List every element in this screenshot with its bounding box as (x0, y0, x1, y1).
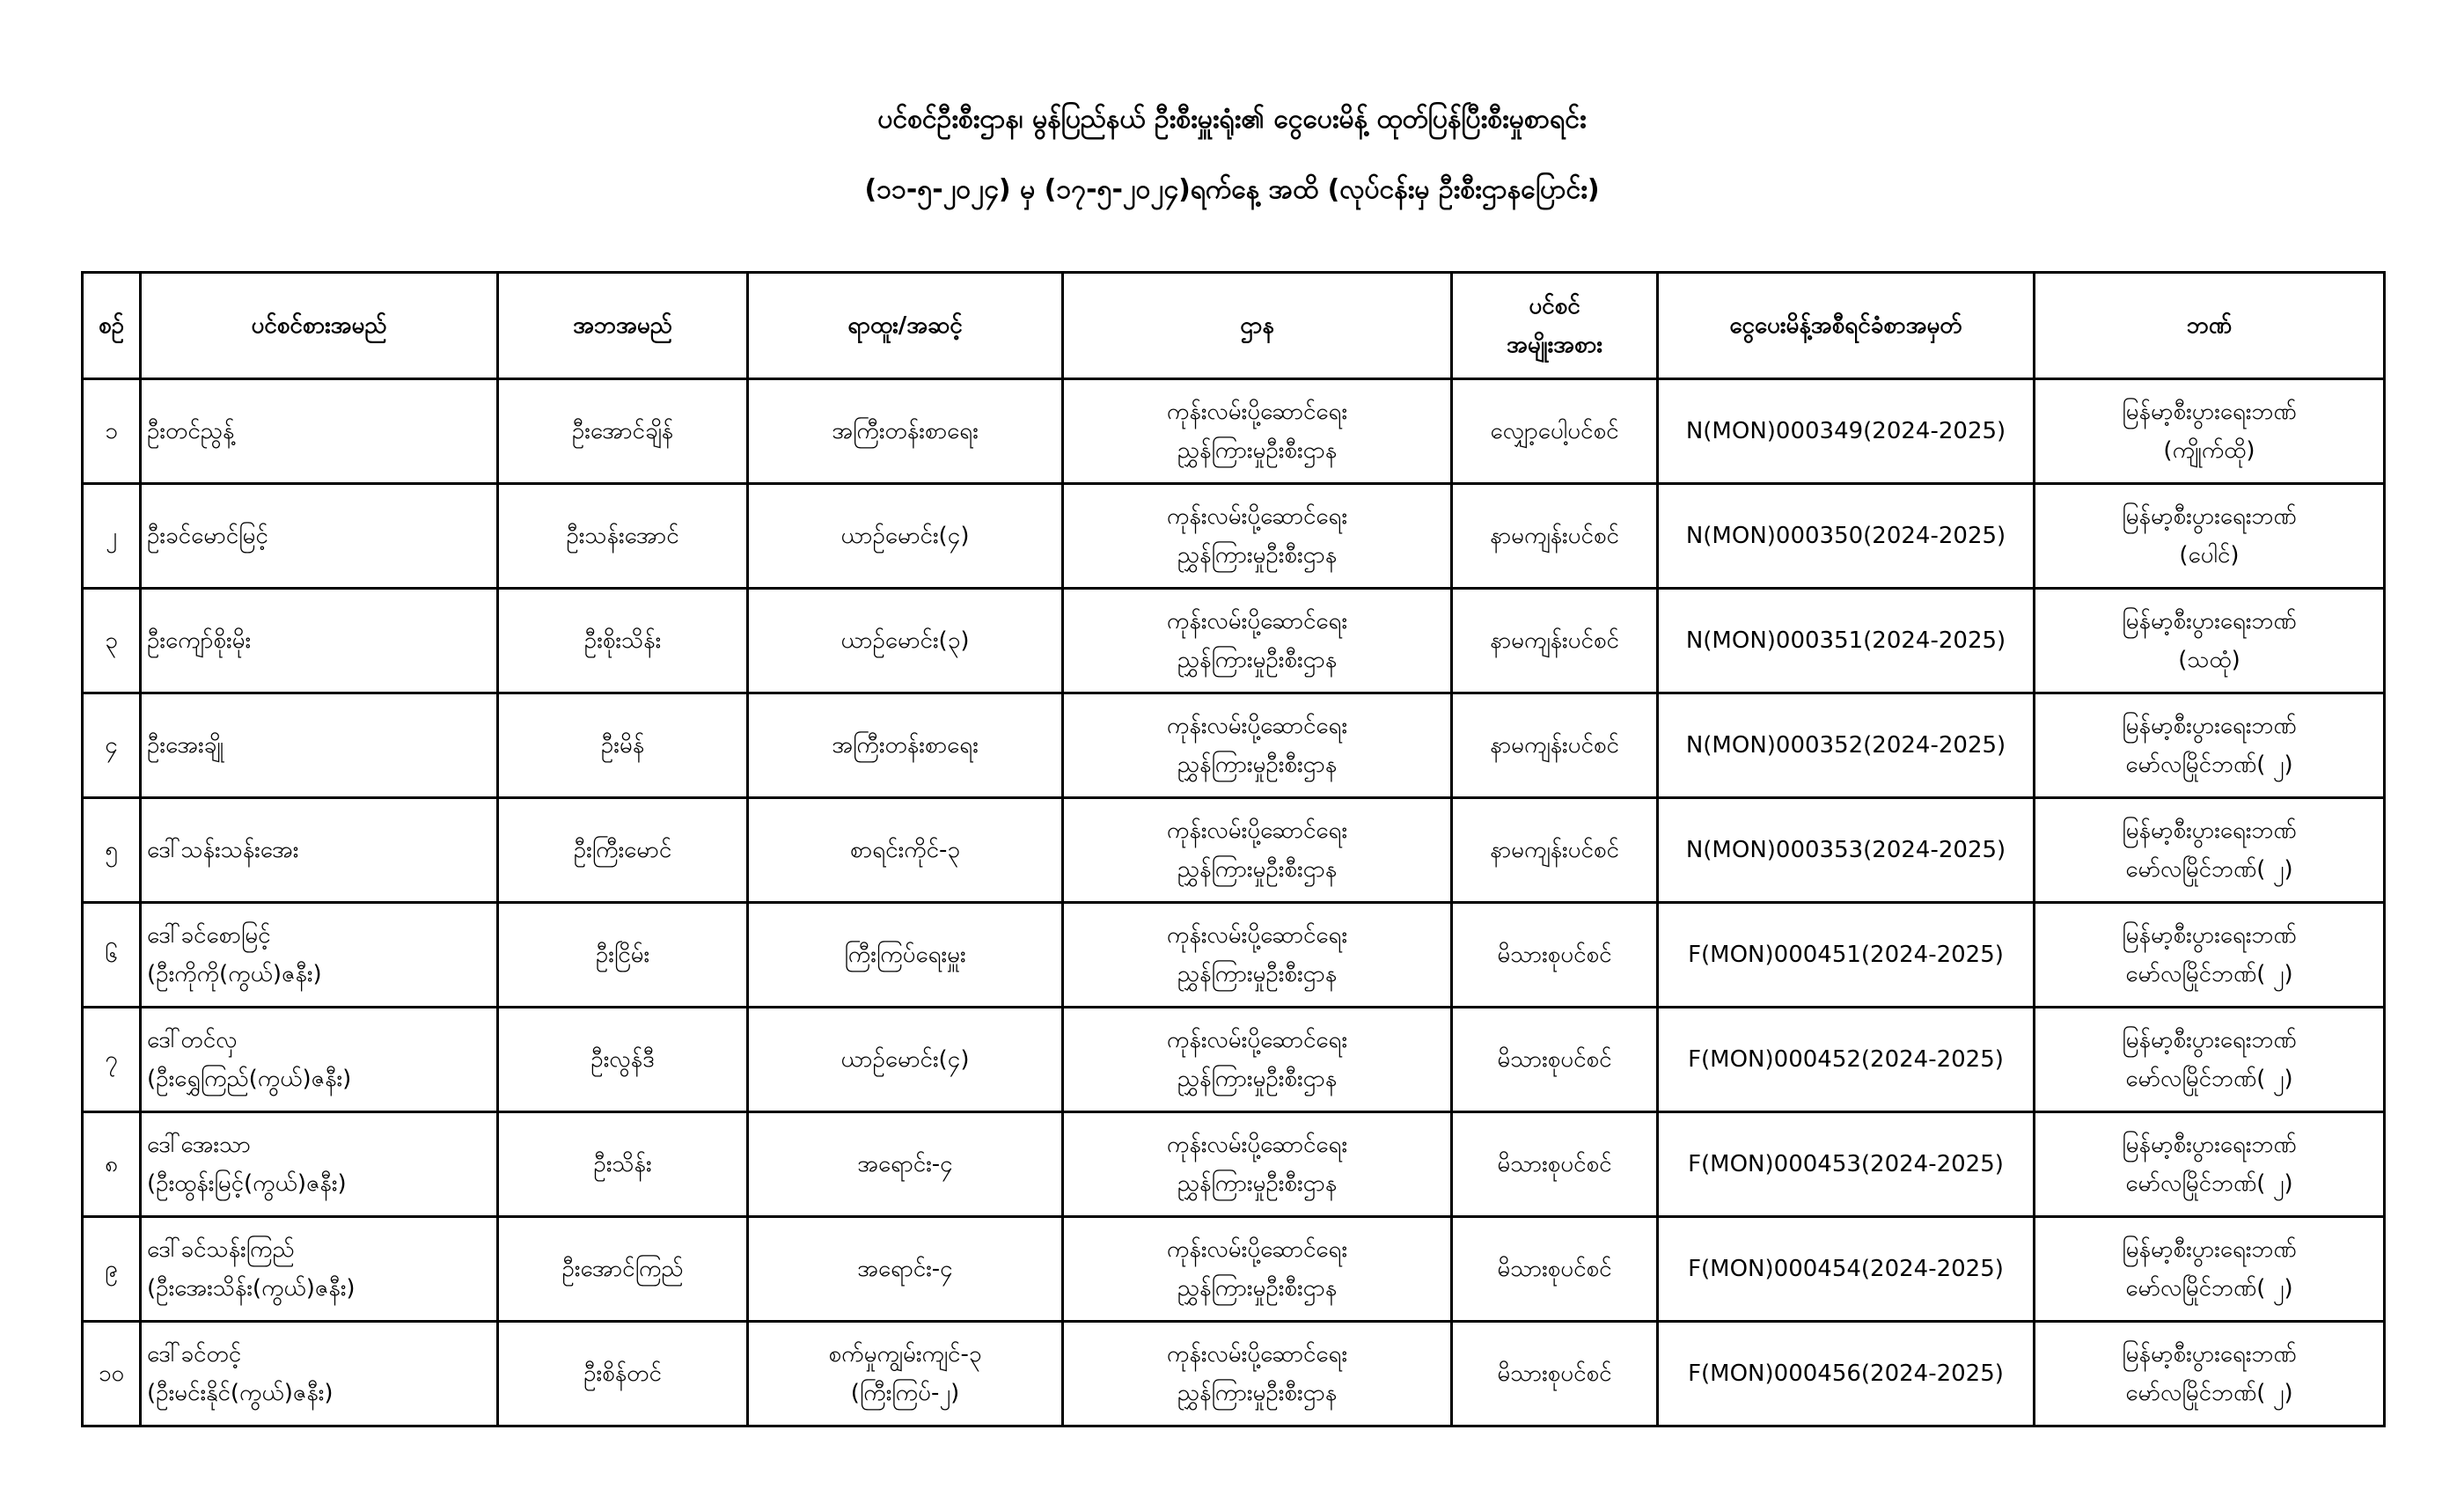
cell-pensioner-name (141, 484, 498, 589)
cell-pension-type: နာမကျန်းပင်စင် (1452, 484, 1658, 589)
rank: အကြီးတန်းစာရေး (832, 418, 979, 444)
bank-line1: မြန်မာ့စီးပွားရေးဘဏ် (2122, 922, 2297, 949)
page-subtitle: (၁၁-၅-၂၀၂၄) မှ (၁၇-၅-၂၀၂၄)ရက်နေ့ အထိ (လုပ်ငန်းမှ ဦးစီးဌာနပြောင်း) (864, 174, 1600, 205)
cell-pensioner-name (141, 589, 498, 693)
header-bank: ဘဏ် (2035, 273, 2385, 379)
table-row (83, 903, 2385, 1008)
cell-pension-type: မိသားစုပင်စင် (1452, 1322, 1658, 1426)
cell-pension-type: မိသားစုပင်စင် (1452, 903, 1658, 1008)
cell-rank (748, 1322, 1063, 1426)
cell-rank (748, 1217, 1063, 1322)
cell-pension-type: မိသားစုပင်စင် (1452, 1217, 1658, 1322)
bank-line1: မြန်မာ့စီးပွားရေးဘဏ် (2122, 1027, 2297, 1053)
cell-pensioner-name (141, 1008, 498, 1112)
rank: စာရင်းကိုင်-၃ (849, 837, 961, 863)
cell-father-name: ဦးလွန်ဒီ (498, 1008, 748, 1112)
header-no: စဉ် (83, 273, 141, 379)
bank-line2: မော်လမြိုင်ဘဏ်( ၂) (2125, 961, 2293, 987)
rank: စက်မှုကျွမ်းကျင်-၃ (828, 1341, 982, 1368)
cell-department (1063, 693, 1452, 798)
cell-rank (748, 693, 1063, 798)
cell-bank (2035, 693, 2385, 798)
rank: ယာဉ်မောင်း(၄) (840, 1046, 970, 1073)
pensioner-name: ဦးအေးချို (147, 732, 224, 759)
bank-line2: မော်လမြိုင်ဘဏ်( ၂) (2125, 1380, 2293, 1406)
cell-pensioner-name (141, 903, 498, 1008)
rank-note: (ကြီးကြပ်-၂) (850, 1380, 960, 1406)
cell-pensioner-name (141, 1322, 498, 1426)
department-line2: ညွှန်ကြားမှုဦးစီးဌာန (1177, 647, 1338, 673)
cell-bank (2035, 589, 2385, 693)
header-pension-type-line1: ပင်စင် (1529, 293, 1580, 319)
cell-rank (748, 1112, 1063, 1217)
cell-pension-type: မိသားစုပင်စင် (1452, 1008, 1658, 1112)
department-line1: ကုန်းလမ်းပို့ဆောင်ရေး (1166, 399, 1348, 425)
department-line1: ကုန်းလမ်းပို့ဆောင်ရေး (1166, 818, 1348, 844)
cell-department (1063, 798, 1452, 903)
cell-order-number: N(MON)000352(2024-2025) (1658, 693, 2035, 798)
bank-line2: မော်လမြိုင်ဘဏ်( ၂) (2125, 752, 2293, 778)
bank-line2: (ပေါင်) (2179, 542, 2240, 568)
pensioner-name-note: (ဦးထွန်းမြင့်(ကွယ်)ဇနီး) (147, 1170, 347, 1197)
cell-pensioner-name (141, 1112, 498, 1217)
cell-department (1063, 1217, 1452, 1322)
header-department: ဌာန (1063, 273, 1452, 379)
header-father-name: အဘအမည် (498, 273, 748, 379)
department-line1: ကုန်းလမ်းပို့ဆောင်ရေး (1166, 922, 1348, 949)
department-line1: ကုန်းလမ်းပို့ဆောင်ရေး (1166, 1027, 1348, 1053)
cell-no: ၆ (83, 903, 141, 1008)
cell-pension-type: နာမကျန်းပင်စင် (1452, 798, 1658, 903)
cell-department (1063, 589, 1452, 693)
pensioner-name: ဦးတင်ညွန့် (147, 418, 235, 444)
cell-bank (2035, 379, 2385, 484)
cell-no: ၄ (83, 693, 141, 798)
department-line2: ညွှန်ကြားမှုဦးစီးဌာန (1177, 542, 1338, 568)
cell-rank (748, 379, 1063, 484)
cell-father-name: ဦးငြိမ်း (498, 903, 748, 1008)
cell-rank (748, 589, 1063, 693)
cell-order-number: F(MON)000454(2024-2025) (1658, 1217, 2035, 1322)
rank: အရောင်း-၄ (857, 1256, 953, 1282)
header-pensioner-name: ပင်စင်စားအမည် (141, 273, 498, 379)
cell-father-name: ဦးအောင်ကြည် (498, 1217, 748, 1322)
cell-order-number: F(MON)000452(2024-2025) (1658, 1008, 2035, 1112)
cell-father-name: ဦးသိန်း (498, 1112, 748, 1217)
bank-line2: မော်လမြိုင်ဘဏ်( ၂) (2125, 1275, 2293, 1302)
department-line1: ကုန်းလမ်းပို့ဆောင်ရေး (1166, 713, 1348, 739)
cell-bank (2035, 1322, 2385, 1426)
pensioner-name: ဦးခင်မောင်မြင့် (147, 523, 268, 549)
cell-bank (2035, 1217, 2385, 1322)
table-row (83, 379, 2385, 484)
pensioner-name: ဒေါ်ခင်သန်းကြည် (147, 1236, 295, 1263)
pensioner-name: ဦးကျော်စိုးမိုး (147, 627, 252, 654)
cell-father-name: ဦးစိန်တင် (498, 1322, 748, 1426)
cell-order-number: F(MON)000453(2024-2025) (1658, 1112, 2035, 1217)
bank-line1: မြန်မာ့စီးပွားရေးဘဏ် (2122, 1132, 2297, 1158)
cell-order-number: N(MON)000350(2024-2025) (1658, 484, 2035, 589)
header-pension-type (1452, 273, 1658, 379)
header-rank: ရာထူး/အဆင့် (748, 273, 1063, 379)
department-line1: ကုန်းလမ်းပို့ဆောင်ရေး (1166, 1341, 1348, 1368)
table-row (83, 798, 2385, 903)
cell-father-name: ဦးစိုးသိန်း (498, 589, 748, 693)
pensioner-name: ဒေါ်အေးသာ (147, 1132, 251, 1158)
department-line1: ကုန်းလမ်းပို့ဆောင်ရေး (1166, 608, 1348, 634)
cell-no: ၈ (83, 1112, 141, 1217)
rank: ကြီးကြပ်ရေးမှူး (844, 942, 966, 968)
bank-line1: မြန်မာ့စီးပွားရေးဘဏ် (2122, 713, 2297, 739)
department-line1: ကုန်းလမ်းပို့ဆောင်ရေး (1166, 1132, 1348, 1158)
pensioner-name-note: (ဦးရွှေကြည်(ကွယ်)ဇနီး) (147, 1066, 352, 1092)
cell-pensioner-name (141, 379, 498, 484)
table-row (83, 1322, 2385, 1426)
rank: အရောင်း-၄ (857, 1151, 953, 1177)
bank-line2: (သထုံ) (2178, 647, 2240, 673)
table-row (83, 1008, 2385, 1112)
department-line2: ညွှန်ကြားမှုဦးစီးဌာန (1177, 961, 1338, 987)
department-line2: ညွှန်ကြားမှုဦးစီးဌာန (1177, 1170, 1338, 1197)
bank-line2: မော်လမြိုင်ဘဏ်( ၂) (2125, 1170, 2293, 1197)
cell-order-number: N(MON)000349(2024-2025) (1658, 379, 2035, 484)
cell-department (1063, 1008, 1452, 1112)
cell-no: ၁၀ (83, 1322, 141, 1426)
table-row (83, 693, 2385, 798)
cell-pensioner-name (141, 693, 498, 798)
cell-bank (2035, 798, 2385, 903)
bank-line1: မြန်မာ့စီးပွားရေးဘဏ် (2122, 1341, 2297, 1368)
cell-bank (2035, 484, 2385, 589)
cell-pensioner-name (141, 1217, 498, 1322)
department-line2: ညွှန်ကြားမှုဦးစီးဌာန (1177, 1066, 1338, 1092)
cell-department (1063, 484, 1452, 589)
cell-bank (2035, 903, 2385, 1008)
pensioner-name-note: (ဦးအေးသိန်း(ကွယ်)ဇနီး) (147, 1275, 356, 1302)
header-order-number: ငွေပေးမိန့်အစီရင်ခံစာအမှတ် (1658, 273, 2035, 379)
department-line2: ညွှန်ကြားမှုဦးစီးဌာန (1177, 1380, 1338, 1406)
cell-department (1063, 903, 1452, 1008)
cell-department (1063, 1112, 1452, 1217)
table-row (83, 484, 2385, 589)
cell-rank (748, 1008, 1063, 1112)
cell-no: ၉ (83, 1217, 141, 1322)
bank-line2: မော်လမြိုင်ဘဏ်( ၂) (2125, 1066, 2293, 1092)
table-body (83, 379, 2385, 1426)
cell-order-number: N(MON)000353(2024-2025) (1658, 798, 2035, 903)
department-line2: ညွှန်ကြားမှုဦးစီးဌာန (1177, 856, 1338, 883)
rank: ယာဉ်မောင်း(၄) (840, 523, 970, 549)
cell-father-name: ဦးအောင်ချိန် (498, 379, 748, 484)
pensioner-name-note: (ဦးကိုကို(ကွယ်)ဇနီး) (147, 961, 322, 987)
cell-father-name: ဦးကြီးမောင် (498, 798, 748, 903)
cell-pension-type: နာမကျန်းပင်စင် (1452, 589, 1658, 693)
cell-pension-type: မိသားစုပင်စင် (1452, 1112, 1658, 1217)
cell-no: ၁ (83, 379, 141, 484)
bank-line1: မြန်မာ့စီးပွားရေးဘဏ် (2122, 608, 2297, 634)
cell-no: ၅ (83, 798, 141, 903)
cell-father-name: ဦးမိန် (498, 693, 748, 798)
table-row (83, 1112, 2385, 1217)
cell-order-number: F(MON)000456(2024-2025) (1658, 1322, 2035, 1426)
cell-no: ၃ (83, 589, 141, 693)
bank-line2: (ကျိုက်ထို) (2163, 437, 2255, 464)
cell-department (1063, 379, 1452, 484)
cell-pension-type: လျှော့ပေါ့ပင်စင် (1452, 379, 1658, 484)
cell-bank (2035, 1112, 2385, 1217)
bank-line1: မြန်မာ့စီးပွားရေးဘဏ် (2122, 503, 2297, 530)
pensioner-name: ဒေါ်သန်းသန်းအေး (147, 837, 299, 863)
pensioner-name: ဒေါ်ခင်စောမြင့် (147, 922, 271, 949)
header-pension-type-line2: အမျိုးအစား (1507, 332, 1602, 358)
table-header-row (83, 273, 2385, 379)
cell-rank (748, 903, 1063, 1008)
cell-no: ၇ (83, 1008, 141, 1112)
cell-department (1063, 1322, 1452, 1426)
cell-bank (2035, 1008, 2385, 1112)
rank: အကြီးတန်းစာရေး (832, 732, 979, 759)
bank-line1: မြန်မာ့စီးပွားရေးဘဏ် (2122, 399, 2297, 425)
cell-rank (748, 484, 1063, 589)
department-line1: ကုန်းလမ်းပို့ဆောင်ရေး (1166, 1236, 1348, 1263)
pensioner-name-note: (ဦးမင်းနိုင်(ကွယ်)ဇနီး) (147, 1380, 334, 1406)
cell-no: ၂ (83, 484, 141, 589)
cell-rank (748, 798, 1063, 903)
cell-order-number: F(MON)000451(2024-2025) (1658, 903, 2035, 1008)
cell-order-number: N(MON)000351(2024-2025) (1658, 589, 2035, 693)
pensioner-name: ဒေါ်တင်လှ (147, 1027, 238, 1053)
pension-records-table (81, 271, 2386, 1427)
page-title: ပင်စင်ဦးစီးဌာန၊ မွန်ပြည်နယ် ဦးစီးမှူးရုံး၏ ငွေပေးမိန့် ထုတ်ပြန်ပြီးစီးမှုစာရင်း (877, 104, 1587, 135)
cell-pensioner-name (141, 798, 498, 903)
department-line1: ကုန်းလမ်းပို့ဆောင်ရေး (1166, 503, 1348, 530)
bank-line1: မြန်မာ့စီးပွားရေးဘဏ် (2122, 818, 2297, 844)
table-row (83, 589, 2385, 693)
cell-father-name: ဦးသန်းအောင် (498, 484, 748, 589)
pensioner-name: ဒေါ်ခင်တင့် (147, 1341, 242, 1368)
table-row (83, 1217, 2385, 1322)
bank-line2: မော်လမြိုင်ဘဏ်( ၂) (2125, 856, 2293, 883)
department-line2: ညွှန်ကြားမှုဦးစီးဌာန (1177, 437, 1338, 464)
bank-line1: မြန်မာ့စီးပွားရေးဘဏ် (2122, 1236, 2297, 1263)
department-line2: ညွှန်ကြားမှုဦးစီးဌာန (1177, 1275, 1338, 1302)
cell-pension-type: နာမကျန်းပင်စင် (1452, 693, 1658, 798)
rank: ယာဉ်မောင်း(၃) (840, 627, 970, 654)
department-line2: ညွှန်ကြားမှုဦးစီးဌာန (1177, 752, 1338, 778)
